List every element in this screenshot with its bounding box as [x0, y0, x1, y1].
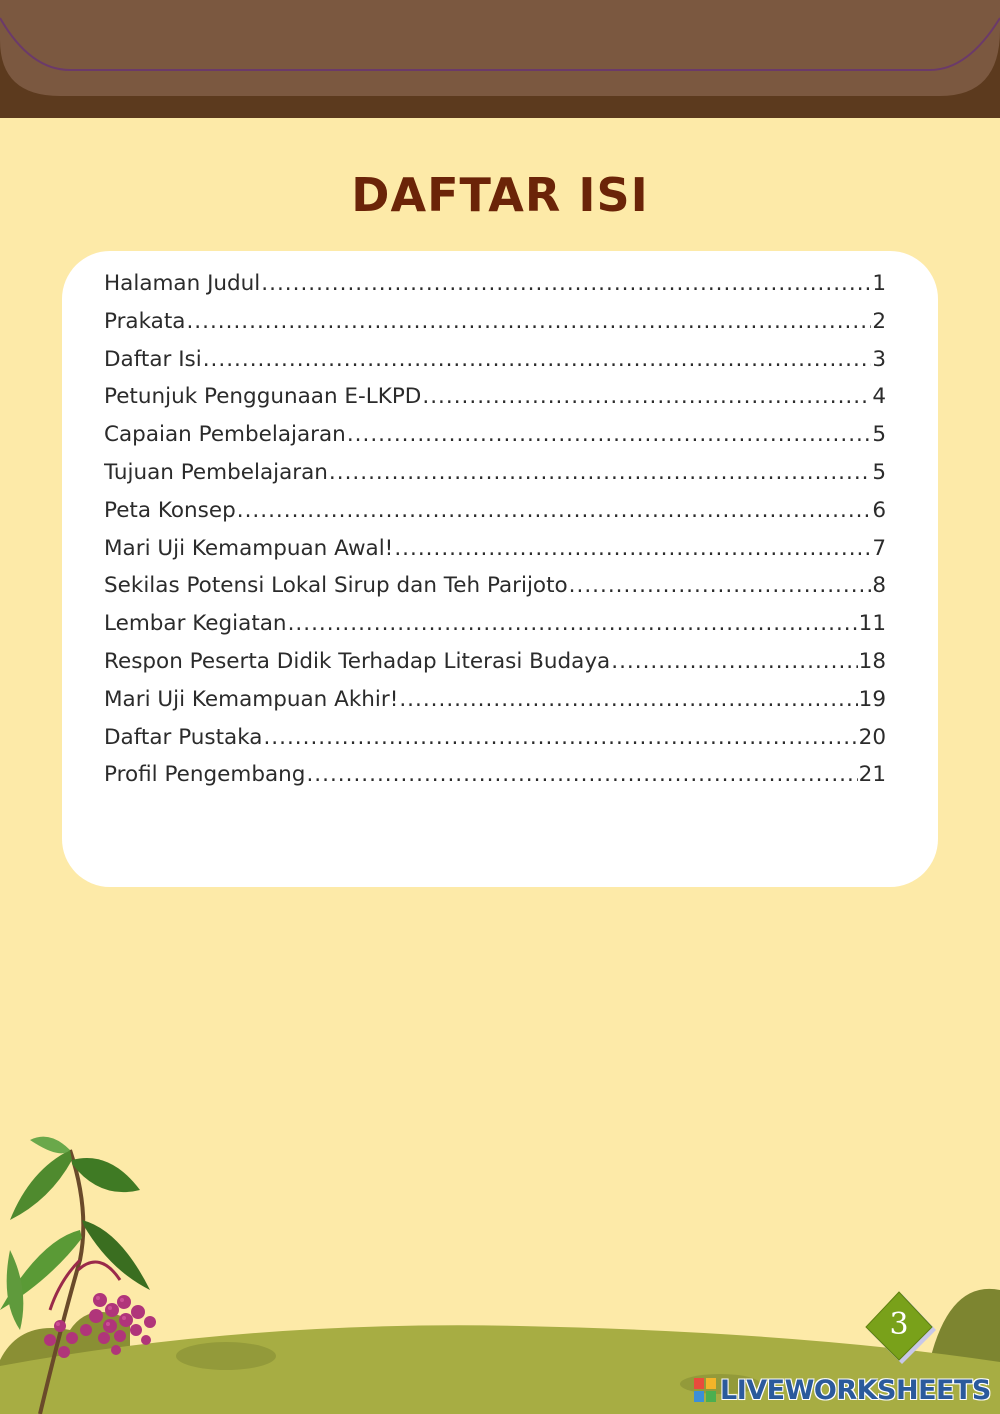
toc-entry-label: Halaman Judul [104, 271, 261, 296]
toc-dot-leader [611, 649, 857, 674]
toc-entry-label: Mari Uji Kemampuan Akhir! [104, 686, 399, 712]
toc-entry-page: 5 [872, 459, 886, 485]
toc-dot-leader [394, 536, 871, 561]
toc-entry-label: Mari Uji Kemampuan Awal! [104, 535, 394, 561]
toc-dot-leader [263, 725, 857, 750]
toc-dot-leader [288, 611, 858, 636]
toc-entry-label: Tujuan Pembelajaran [104, 459, 328, 485]
toc-entry-page: 2 [872, 308, 886, 334]
watermark-text: LIVEWORKSHEETS [720, 1374, 991, 1406]
toc-entry-label: Daftar Pustaka [104, 724, 263, 750]
toc-entry[interactable] [104, 762, 886, 800]
toc-dot-leader [261, 271, 871, 296]
toc-entry-page: 7 [872, 535, 886, 561]
toc-dot-leader [203, 347, 872, 372]
toc-entry-label: Prakata [104, 308, 186, 334]
toc-entry[interactable] [104, 347, 886, 385]
toc-entry-page: 20 [858, 724, 886, 750]
toc-entry[interactable] [104, 725, 886, 763]
toc-dot-leader [347, 422, 872, 447]
toc-entry[interactable] [104, 309, 886, 347]
toc-entry-page: 6 [872, 497, 886, 523]
toc-entry-label: Capaian Pembelajaran [104, 422, 346, 448]
liveworksheets-logo-icon [694, 1378, 716, 1402]
toc-card [62, 251, 938, 887]
toc-dot-leader [329, 460, 871, 485]
toc-entry-page: 5 [872, 422, 886, 448]
toc-entry-page: 21 [858, 762, 886, 788]
toc-dot-leader [306, 762, 857, 787]
toc-entry[interactable] [104, 384, 886, 422]
toc-entry-label: Lembar Kegiatan [104, 611, 287, 637]
toc-entry-label: Sekilas Potensi Lokal Sirup dan Teh Parijoto [104, 573, 568, 599]
toc-entry[interactable] [104, 687, 886, 725]
toc-entry-label: Petunjuk Penggunaan E-LKPD [104, 384, 422, 410]
toc-entry[interactable] [104, 460, 886, 498]
toc-entry-page: 4 [872, 384, 886, 410]
liveworksheets-watermark[interactable] [694, 1372, 991, 1408]
toc-entry-label: Profil Pengembang [104, 762, 306, 788]
toc-dot-leader [569, 573, 872, 598]
toc-entry-page: 11 [858, 611, 886, 637]
toc-entry-page: 18 [858, 648, 886, 674]
toc-entry[interactable] [104, 271, 886, 309]
toc-dot-leader [186, 309, 871, 334]
toc-entry[interactable] [104, 536, 886, 574]
toc-dot-leader [399, 687, 857, 712]
toc-dot-leader [237, 498, 872, 523]
toc-entry-label: Peta Konsep [104, 497, 236, 523]
toc-entry[interactable] [104, 611, 886, 649]
toc-entry-page: 19 [858, 686, 886, 712]
toc-entry-page: 8 [872, 573, 886, 599]
toc-entry-page: 3 [872, 346, 886, 372]
toc-dot-leader [422, 384, 871, 409]
toc-entry[interactable] [104, 649, 886, 687]
toc-list [104, 271, 886, 800]
page-number: 3 [889, 1307, 909, 1342]
toc-entry-label: Daftar Isi [104, 346, 202, 372]
toc-entry-page: 1 [872, 271, 886, 296]
toc-entry[interactable] [104, 422, 886, 460]
header-banner [0, 0, 1000, 118]
page-title: DAFTAR ISI [351, 168, 649, 222]
toc-entry[interactable] [104, 573, 886, 611]
toc-entry[interactable] [104, 498, 886, 536]
toc-entry-label: Respon Peserta Didik Terhadap Literasi Budaya [104, 648, 611, 674]
